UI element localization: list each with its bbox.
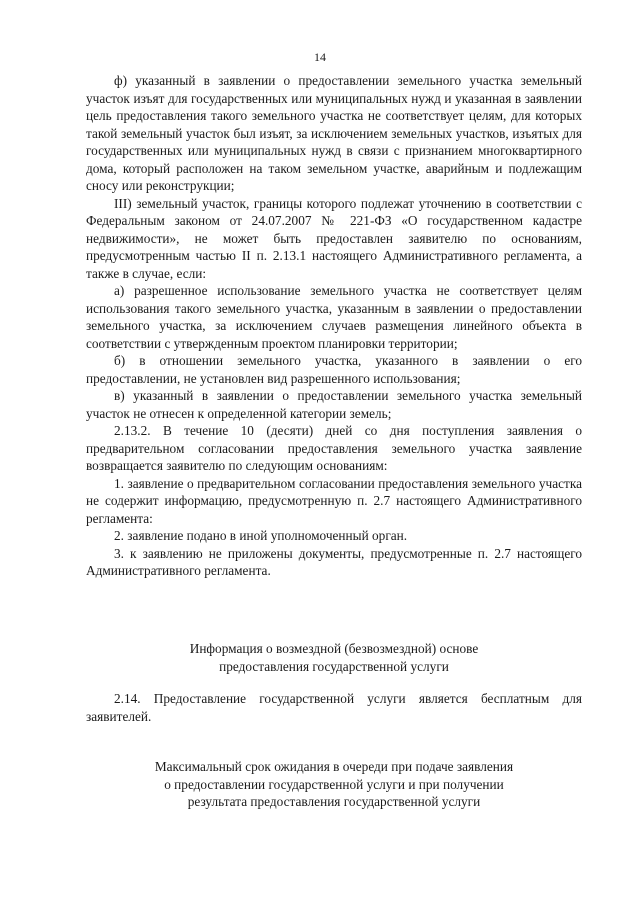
paragraph-2-14-block xyxy=(86,690,582,725)
paragraph-f: ф) указанный в заявлении о предоставлении земельного участка земельный участок изъят для государственных или муниципальных нужд и указанная в заявлении цель предоставления такого земельного участка не соответствует целям, для которых такой земельный участок был изъят, за исключением земельных участков, изъятых для государственных или муниципальных нужд в связи с признанием многоквартирного дома, который расположен на таком земельном участке, аварийным и подлежащим сносу или реконструкции; xyxy=(86,73,582,193)
section-heading-queue xyxy=(86,758,582,811)
paragraph-2-14: 2.14. Предоставление государственной услуги является бесплатным для заявителей. xyxy=(86,691,582,724)
paragraph-b: б) в отношении земельного участка, указанного в заявлении о его предоставлении, не установлен вид разрешенного использования; xyxy=(86,353,582,386)
paragraph-a: а) разрешенное использование земельного участка не соответствует целям использования такого земельного участка, указанным в заявлении о предоставлении земельного участка, за исключением случаев размещения линейного объекта в соответствии с утвержденным проектом планировки территории; xyxy=(86,283,582,351)
paragraph-item-3: 3. к заявлению не приложены документы, предусмотренные п. 2.7 настоящего Административного регламента. xyxy=(86,545,582,578)
paragraph-2-13-2: 2.13.2. В течение 10 (десяти) дней со дня поступления заявления о предварительном согласовании предоставления земельного участка заявление возвращается заявителю по следующим основаниям: xyxy=(86,423,582,473)
heading-line: Максимальный срок ожидания в очереди при подаче заявления xyxy=(154,759,514,774)
section-heading-fee xyxy=(86,640,582,675)
paragraph-item-1: 1. заявление о предварительном согласовании предоставления земельного участка не содержит информацию, предусмотренную п. 2.7 настоящего Административного регламента: xyxy=(86,475,582,526)
heading-line: предоставления государственной услуги xyxy=(219,658,449,674)
heading-line: Информация о возмездной (безвозмездной) основе xyxy=(189,641,479,656)
body-text xyxy=(86,72,582,580)
page-number: 14 xyxy=(314,50,326,64)
paragraph-iii: III) земельный участок, границы которого подлежат уточнению в соответствии с Федеральным законом от 24.07.2007 № 221-ФЗ «О государственном кадастре недвижимости», не может быть предоставлен заявителю по основаниям, предусмотренным частью II п. 2.13.1 настоящего Административного регламента, а также в случае, если: xyxy=(86,195,582,281)
heading-line: результата предоставления государственной услуги xyxy=(187,794,481,809)
paragraph-v: в) указанный в заявлении о предоставлении земельного участка земельный участок не отнесен к определенной категории земель; xyxy=(86,388,582,421)
paragraph-item-2: 2. заявление подано в иной уполномоченный орган. xyxy=(114,528,408,543)
heading-line: о предоставлении государственной услуги и при получении xyxy=(164,776,504,792)
